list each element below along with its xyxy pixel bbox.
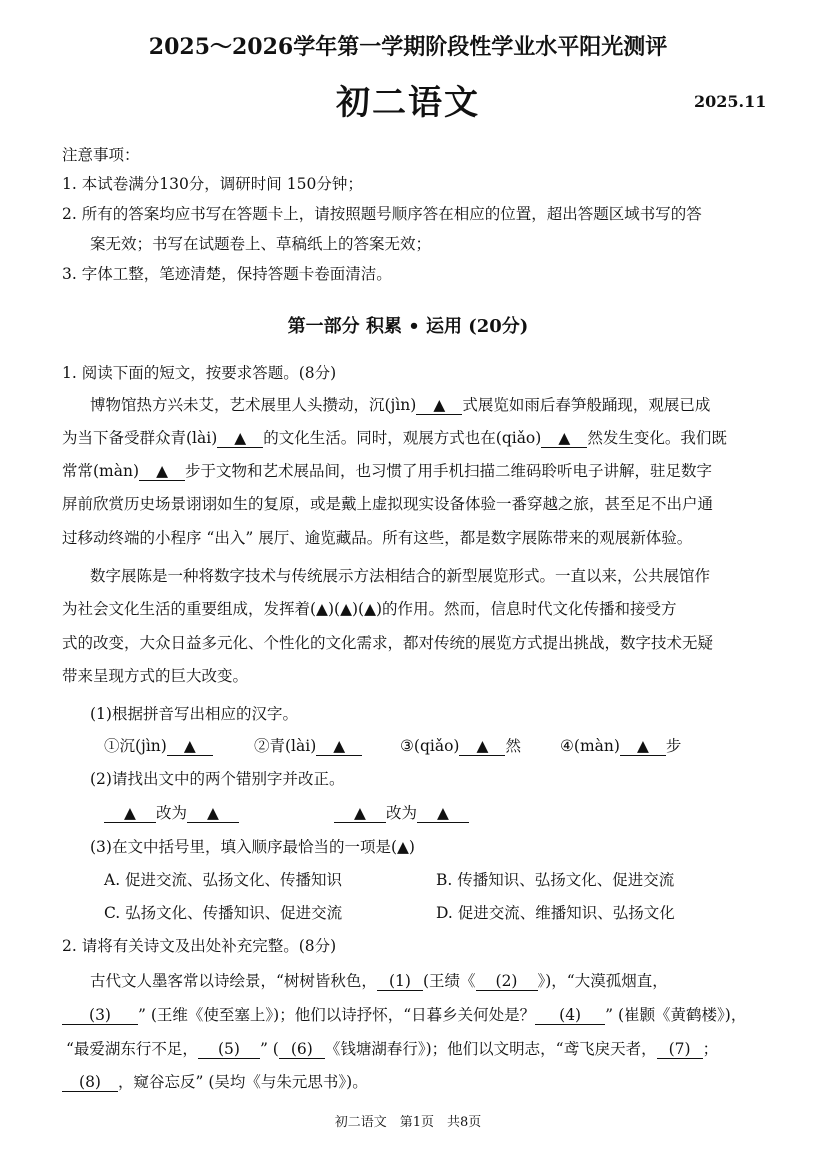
answer-blank: ▲	[217, 429, 263, 448]
answer-blank: ▲	[139, 462, 185, 481]
answer-blank: (8)	[62, 1073, 118, 1092]
q1-para-line-4: 屏前欣赏历史场景诩诩如生的复原，或是戴上虚拟现实设备体验一番穿越之旅，甚至足不出户通	[62, 495, 714, 513]
q1-para-line-6: 数字展陈是一种将数字技术与传统展示方法相结合的新型展览形式。一直以来，公共展馆作	[90, 567, 711, 585]
q1-sub-1-answers: ①沉(jìn) ▲	[104, 735, 213, 757]
answer-blank: (6)	[279, 1040, 325, 1059]
q1-sub-2: (2)请找出文中的两个错别字并改正。	[90, 770, 345, 788]
answer-blank: ▲	[459, 737, 505, 756]
notice-line-3: 案无效；书写在试题卷上、草稿纸上的答案无效；	[90, 235, 432, 253]
q2-line-4: (8) ，窥谷忘反” (吴均《与朱元思书》)。	[62, 1071, 368, 1093]
notice-line-1: 1. 本试卷满分130分，调研时间 150分钟；	[62, 175, 363, 193]
notice-line-4: 3. 字体工整，笔迹清楚，保持答题卡卷面清洁。	[62, 265, 392, 283]
answer-blank: (1)	[377, 972, 423, 991]
answer-blank: ▲	[417, 804, 469, 823]
q1-sub-3: (3)在文中括号里，填入顺序最恰当的一项是(▲)	[90, 838, 415, 856]
q2-line-2: (3) ” (王维《使至塞上》)；他们以诗抒怀，“日暮乡关何处是？ (4) ” (崔颢《黄鹤楼》)，	[62, 1004, 746, 1026]
answer-blank: (5)	[198, 1040, 260, 1059]
exam-date: 2025.11	[694, 92, 767, 111]
q1-sub-2-answers: ▲ 改为 ▲	[104, 802, 239, 824]
q1-sub-1: (1)根据拼音写出相应的汉字。	[90, 705, 298, 723]
answer-blank: ▲	[187, 804, 239, 823]
option-b: B. 传播知识、弘扬文化、促进交流	[436, 871, 675, 889]
q1-para-line-1: 博物馆热方兴未艾，艺术展里人头攒动，沉(jìn) ▲ 式展览如雨后春笋般踊现，观展已成	[90, 396, 711, 414]
q1-para-line-2: 为当下备受群众青(lài) ▲ 的文化生活。同时，观展方式也在(qiǎo) ▲ 然发生变化。我们既	[62, 429, 727, 447]
answer-blank: ▲	[416, 396, 462, 415]
q1-para-line-3: 常常(màn) ▲ 步于文物和艺术展品间，也习惯了用手机扫描二维码聆听电子讲解，驻足数字	[62, 462, 713, 480]
q1-para-line-5: 过移动终端的小程序 “出入” 展厅、逾览藏品。所有这些，都是数字展陈带来的观展新体验。	[62, 529, 693, 547]
answer-blank: ▲	[167, 737, 213, 756]
answer-blank: ▲	[334, 804, 386, 823]
option-a: A. 促进交流、弘扬文化、传播知识	[104, 871, 343, 889]
notice-line-2: 2. 所有的答案均应书写在答题卡上，请按照题号顺序答在相应的位置，超出答题区域书写的答	[62, 205, 702, 223]
section-title: 第一部分 积累 • 运用 (20分)	[287, 316, 529, 337]
exam-title: 2025～2026学年第一学期阶段性学业水平阳光测评	[148, 34, 668, 60]
q2-line-3: “最爱湖东行不足， (5) ” ( (6) 《钱塘湖春行》)；他们以文明志，“鸢飞戾天者， (7) ；	[66, 1040, 719, 1058]
option-d: D. 促进交流、维播知识、弘扬文化	[436, 904, 675, 922]
q1-stem: 1. 阅读下面的短文，按要求答题。(8分)	[62, 364, 337, 382]
answer-blank: (3)	[62, 1006, 138, 1025]
q1-para-line-8: 式的改变，大众日益多元化、个性化的文化需求，都对传统的展览方式提出挑战，数字技术无疑	[62, 634, 714, 652]
page-footer: 初二语文 第1页 共8页	[334, 1115, 482, 1130]
option-c: C. 弘扬文化、传播知识、促进交流	[104, 904, 343, 922]
exam-page: 2025～2026学年第一学期阶段性学业水平阳光测评 初二语文 2025.11 注意事项： 1. 本试卷满分130分，调研时间 150分钟； 2. 所有的答案均应书写在答题卡上，请按照题号顺序答在相应的位置，超出答题区域书写的答 案无效；书写在试题卷上、草稿纸上的答案无效； 3. 字体工整，笔迹清楚，保持答题卡卷面清洁。 第一部分 积累 • 运用 (20分) 1. 阅读下面的短文，按要求答题。(8分) 博物馆热方兴未艾，艺术展里人头攒动，沉(jìn) ▲ 式展览如雨后春笋般踊现，观展已成 为当下备受群众青(lài) ▲ 的文化生活。同时，观展方式也在(qiǎo) ▲ 然发生变化。我们既 常常(màn) ▲ 步于文物和艺术展品间，也习惯了用手机扫描二维码聆听电子讲解，驻足数字 屏前欣赏历史场景诩诩如生的复原，或是戴上虚拟现实设备体验一番穿越之旅，甚至足不出户通 过移动终端的小程序 “出入” 展厅、逾览藏品。所有这些，都是数字展陈带来的观展新体验。 数字展陈是一种将数字技术与传统展示方法相结合的新型展览形式。一直以来，公共展馆作 为社会文化生活的重要组成，发挥着(▲)(▲)(▲)的作用。然而，信息时代文化传播和接受方 式的改变，大众日益多元化、个性化的文化需求，都对传统的展览方式提出挑战，数字技术无疑 带来呈现方式的巨大改变。 (1)根据拼音写出相应的汉字。 ①沉(jìn) ▲ ②青(lài) ▲ ③(qiǎo) ▲ 然 ④(màn) ▲ 步 (2)请找出文中的两个错别字并改正。 ▲ 改为 ▲ ▲ 改为 ▲ (3)在文中括号里，填入顺序最恰当的一项是(▲) A. 促进交流、弘扬文化、传播知识 B. 传播知识、弘扬文化、促进交流 C. 弘扬文化、传播知识、促进交流 D. 促进交流、维播知识、弘扬文化 2. 请将有关诗文及出处补充完整。(8分) 古代文人墨客常以诗绘景，“树树皆秋色， (1) (王绩《 (2) 》)，“大漠孤烟直， (3) ” (王维《使至塞上》)；他们以诗抒怀，“日暮乡关何处是？ (4) ” (崔颢《黄鹤楼》)， “最爱湖东行不足， (5) ” ( (6) 《钱塘湖春行》)；他们以文明志，“鸢飞戾天者， (7) ； (8) ，窥谷忘反” (吴均《与朱元思书》)。 初二语文 第1页 共8页	[0, 0, 816, 1155]
q2-line-1: 古代文人墨客常以诗绘景，“树树皆秋色， (1) (王绩《 (2) 》)，“大漠孤烟直，	[90, 972, 668, 990]
answer-blank: (7)	[657, 1040, 703, 1059]
answer-blank: ▲	[541, 429, 587, 448]
answer-blank: ▲	[104, 804, 156, 823]
answer-blank: (4)	[535, 1006, 605, 1025]
answer-blank: (2)	[476, 972, 538, 991]
subject-title: 初二语文	[336, 83, 480, 123]
q1-para-line-9: 带来呈现方式的巨大改变。	[62, 667, 249, 685]
answer-blank: ▲	[620, 737, 666, 756]
q1-para-line-7: 为社会文化生活的重要组成，发挥着(▲)(▲)(▲)的作用。然而，信息时代文化传播和接受方	[62, 600, 677, 618]
q2-stem: 2. 请将有关诗文及出处补充完整。(8分)	[62, 937, 337, 955]
notice-heading: 注意事项：	[62, 146, 140, 164]
answer-blank: ▲	[316, 737, 362, 756]
